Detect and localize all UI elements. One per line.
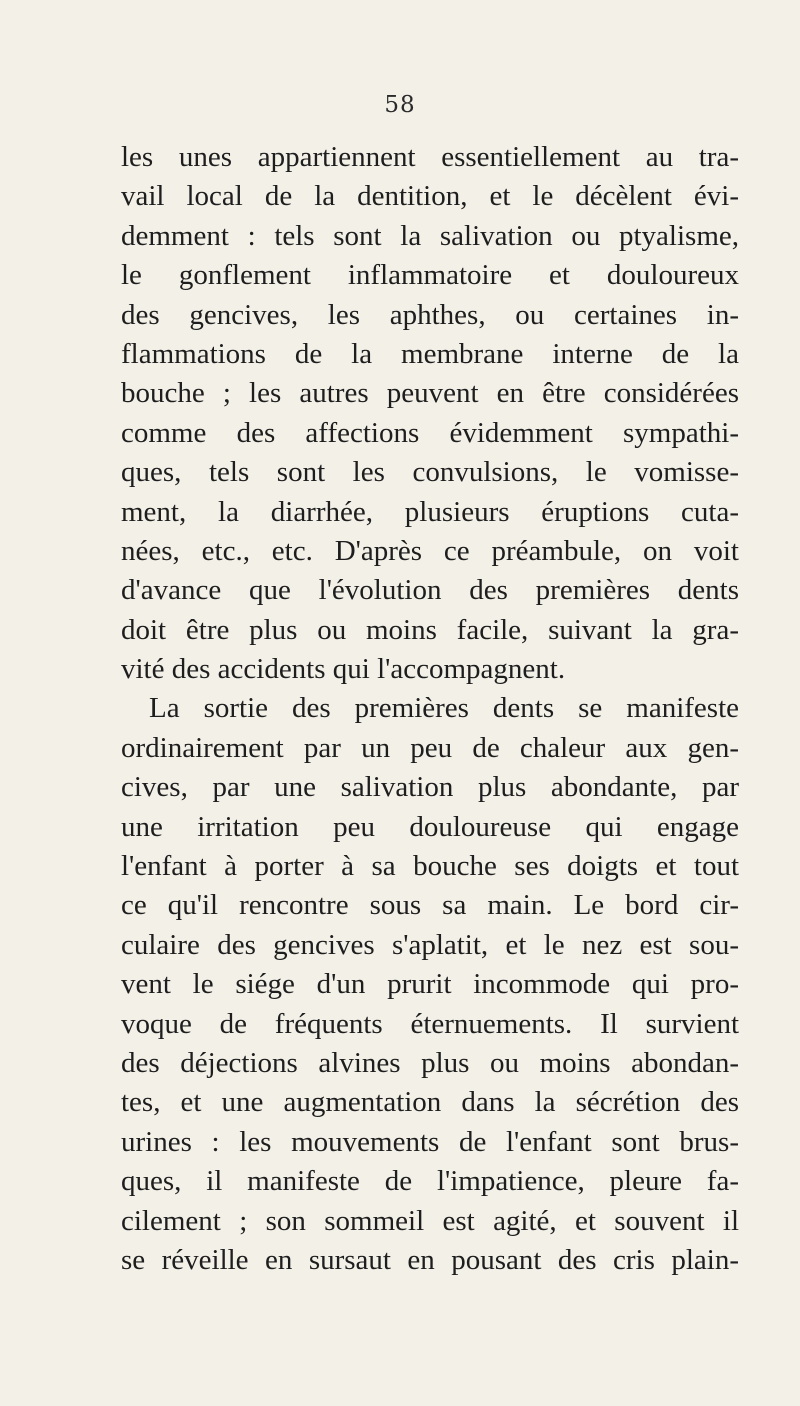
text-line: bouche ; les autres peuvent en être considérées	[121, 377, 739, 410]
text-line: voque de fréquents éternuements. Il survient	[121, 1007, 739, 1040]
text-line: ques, tels sont les convulsions, le vomisse-	[121, 456, 739, 489]
text-line: cives, par une salivation plus abondante, par	[121, 771, 739, 804]
text-line: doit être plus ou moins facile, suivant la gra-	[121, 613, 739, 646]
paragraph-end-line: vité des accidents qui l'accompagnent.	[121, 653, 566, 686]
text-line: se réveille en sursaut en pousant des cris plain-	[121, 1243, 739, 1276]
text-line: cilement ; son sommeil est agité, et souvent il	[121, 1204, 739, 1237]
text-line: vail local de la dentition, et le décèlent évi-	[121, 180, 739, 213]
text-line: ques, il manifeste de l'impatience, pleure fa-	[121, 1165, 739, 1198]
text-line: l'enfant à porter à sa bouche ses doigts et tout	[121, 850, 739, 883]
text-line: demment : tels sont la salivation ou ptyalisme,	[121, 219, 739, 252]
page-number: 58	[384, 92, 416, 118]
text-line: une irritation peu douloureuse qui engage	[121, 810, 739, 843]
text-line: les unes appartiennent essentiellement au tra-	[121, 141, 739, 173]
body-text	[121, 138, 739, 1280]
text-line: ordinairement par un peu de chaleur aux gen-	[121, 731, 739, 764]
text-line: tes, et une augmentation dans la sécrétion des	[121, 1086, 739, 1119]
text-line: vent le siége d'un prurit incommode qui pro-	[121, 968, 739, 1001]
text-line: des gencives, les aphthes, ou certaines in-	[121, 298, 739, 331]
text-line: ment, la diarrhée, plusieurs éruptions cuta-	[121, 495, 739, 528]
paragraph-start-line: La sortie des premières dents se manifeste	[149, 692, 739, 725]
text-line: comme des affections évidemment sympathi-	[121, 416, 739, 449]
text-line: culaire des gencives s'aplatit, et le nez est sou-	[121, 928, 739, 961]
text-line: ce qu'il rencontre sous sa main. Le bord cir-	[121, 889, 739, 922]
text-line: des déjections alvines plus ou moins abondan-	[121, 1046, 739, 1079]
text-line: flammations de la membrane interne de la	[121, 337, 739, 370]
text-line: le gonflement inflammatoire et douloureux	[121, 259, 739, 292]
text-line: urines : les mouvements de l'enfant sont brus-	[121, 1125, 739, 1158]
text-line: nées, etc., etc. D'après ce préambule, on voit	[121, 534, 739, 567]
text-line: d'avance que l'évolution des premières dents	[121, 574, 739, 607]
